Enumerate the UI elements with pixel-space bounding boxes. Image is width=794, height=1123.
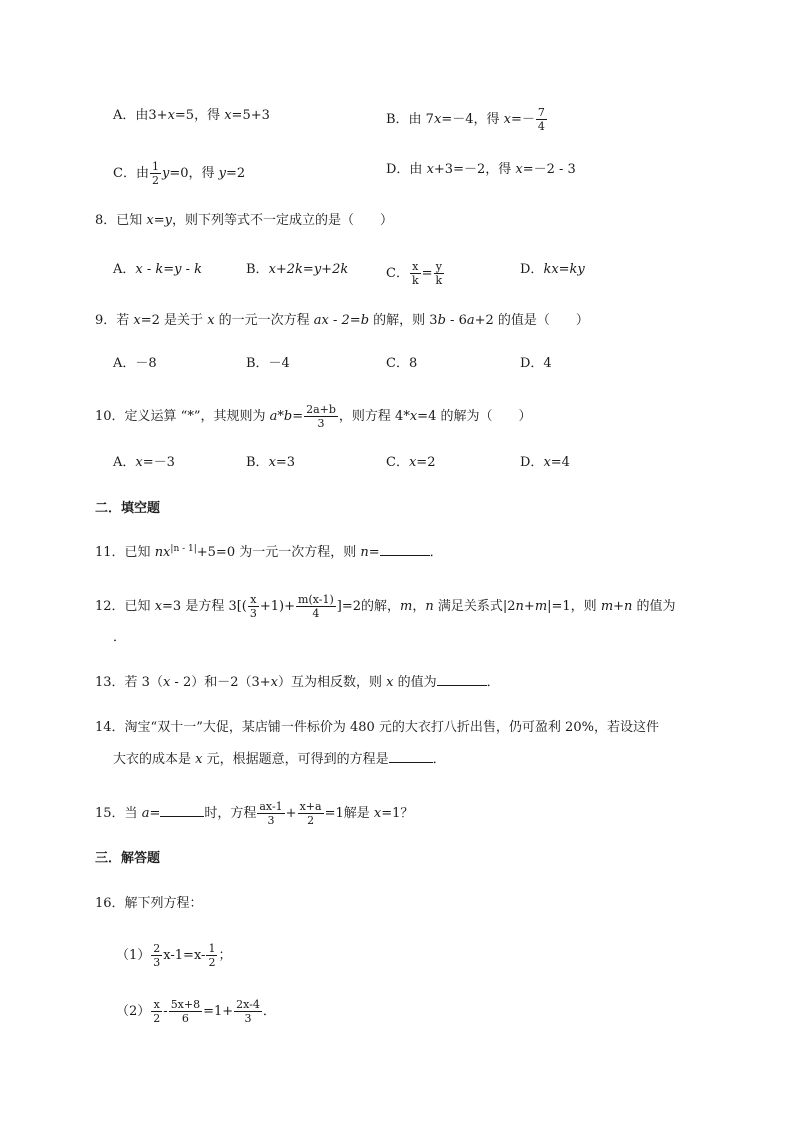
question-9: 9．若 x=2 是关于 x 的一元一次方程 ax - 2=b 的解，则 3b - 6a+2 的值是（ ） [95, 313, 589, 328]
fraction: $\frac{ax-1}{3}$ [259, 800, 283, 827]
question-15: 15．当 a= 时，方程 $\frac{ax-1}{3}$ + $\frac{x+a}{2}$ =1解是 x=1？ [95, 800, 414, 827]
fraction: $\frac{2x-4}{3}$ [236, 998, 260, 1025]
answer-blank [380, 543, 430, 556]
q8-option-c: C． $\frac{x}{k}$ = $\frac{y}{k}$ [386, 260, 443, 287]
section-heading-fill-in: 二．填空题 [95, 501, 161, 516]
question-12: 12．已知 x=3 是方程 3[( $\frac{x}{3}$ +1)+ $\frac{m(x-1)}{4}$ ]=2的解，m，n 满足关系式|2n+m|=1，则 m+n 的值为 [95, 593, 676, 620]
q7-option-d: D．由 x+3=－2，得 x=－2 - 3 [386, 162, 576, 177]
question-11: 11．已知 $nx^{|n - 1|}+5=0$ 为一元一次方程，则 n= ． [95, 544, 443, 560]
answer-blank [437, 673, 487, 686]
question-13: 13．若 3（x - 2）和－2（3+x）互为相反数，则 x 的值为 ． [95, 675, 500, 690]
fraction: $\frac{x}{k}$ [411, 260, 419, 287]
question-14-line-1: 14．淘宝“双十一”大促，某店铺一件标价为 480 元的大衣打八折出售，仍可盈利 20%，若设这件 [95, 720, 659, 735]
question-14-line-2: 大衣的成本是 x 元，根据题意，可得到的方程是 ． [113, 752, 446, 767]
question-16-part-2: （2） $\frac{x}{2}$ - $\frac{5x+8}{6}$ =1+ $\frac{2x-4}{3}$ ． [116, 998, 276, 1025]
question-16-part-1: （1） $\frac{2}{3}$ x-1=x- $\frac{1}{2}$ ； [116, 942, 232, 969]
q9-option-a: A．－8 [113, 356, 157, 371]
q7-option-a: A．由3+x=5，得 x=5+3 [113, 108, 270, 123]
q10-option-b: B．x=3 [246, 455, 296, 470]
fraction: $\frac{2a+b}{3}$ [306, 403, 336, 430]
question-8: 8．已知 x=y，则下列等式不一定成立的是（ ） [95, 213, 394, 228]
q9-option-c: C．8 [386, 356, 418, 371]
question-12-tail: ． [113, 630, 127, 645]
fraction: $\frac{x+a}{2}$ [299, 800, 322, 827]
q10-option-c: C．x=2 [386, 455, 436, 470]
q8-option-b: B．x+2k=y+2k [246, 262, 349, 277]
q10-option-a: A．x=－3 [113, 455, 175, 470]
q7-option-b: B．由 7x=－4，得 x=－ $\frac{7}{4}$ [386, 106, 545, 133]
answer-blank [160, 804, 204, 817]
q8-option-a: A．x - k=y - k [113, 262, 203, 277]
fraction: $\frac{5x+8}{6}$ [170, 998, 201, 1025]
fraction: $\frac{x}{3}$ [249, 593, 257, 620]
fraction: $\frac{m(x-1)}{4}$ [298, 593, 334, 620]
q10-option-d: D．x=4 [520, 455, 570, 470]
fraction: $\frac{2}{3}$ [153, 942, 161, 969]
fraction: $\frac{1}{2}$ [151, 160, 159, 187]
q8-option-d: D．kx=ky [520, 262, 585, 277]
fraction: $\frac{7}{4}$ [537, 106, 545, 133]
section-heading-solve: 三．解答题 [95, 851, 161, 866]
q7-option-c: C．由 $\frac{1}{2}$ y=0，得 y=2 [113, 160, 246, 187]
fraction: $\frac{y}{k}$ [435, 260, 443, 287]
q9-option-b: B．－4 [246, 356, 290, 371]
question-16: 16．解下列方程： [95, 896, 203, 911]
q9-option-d: D．4 [520, 356, 552, 371]
fraction: $\frac{x}{2}$ [153, 998, 161, 1025]
answer-blank [389, 750, 433, 763]
question-10: 10．定义运算 “*”，其规则为 a*b= $\frac{2a+b}{3}$ ，则方程 4*x=4 的解为（ ） [95, 403, 532, 430]
fraction: $\frac{1}{2}$ [208, 942, 216, 969]
